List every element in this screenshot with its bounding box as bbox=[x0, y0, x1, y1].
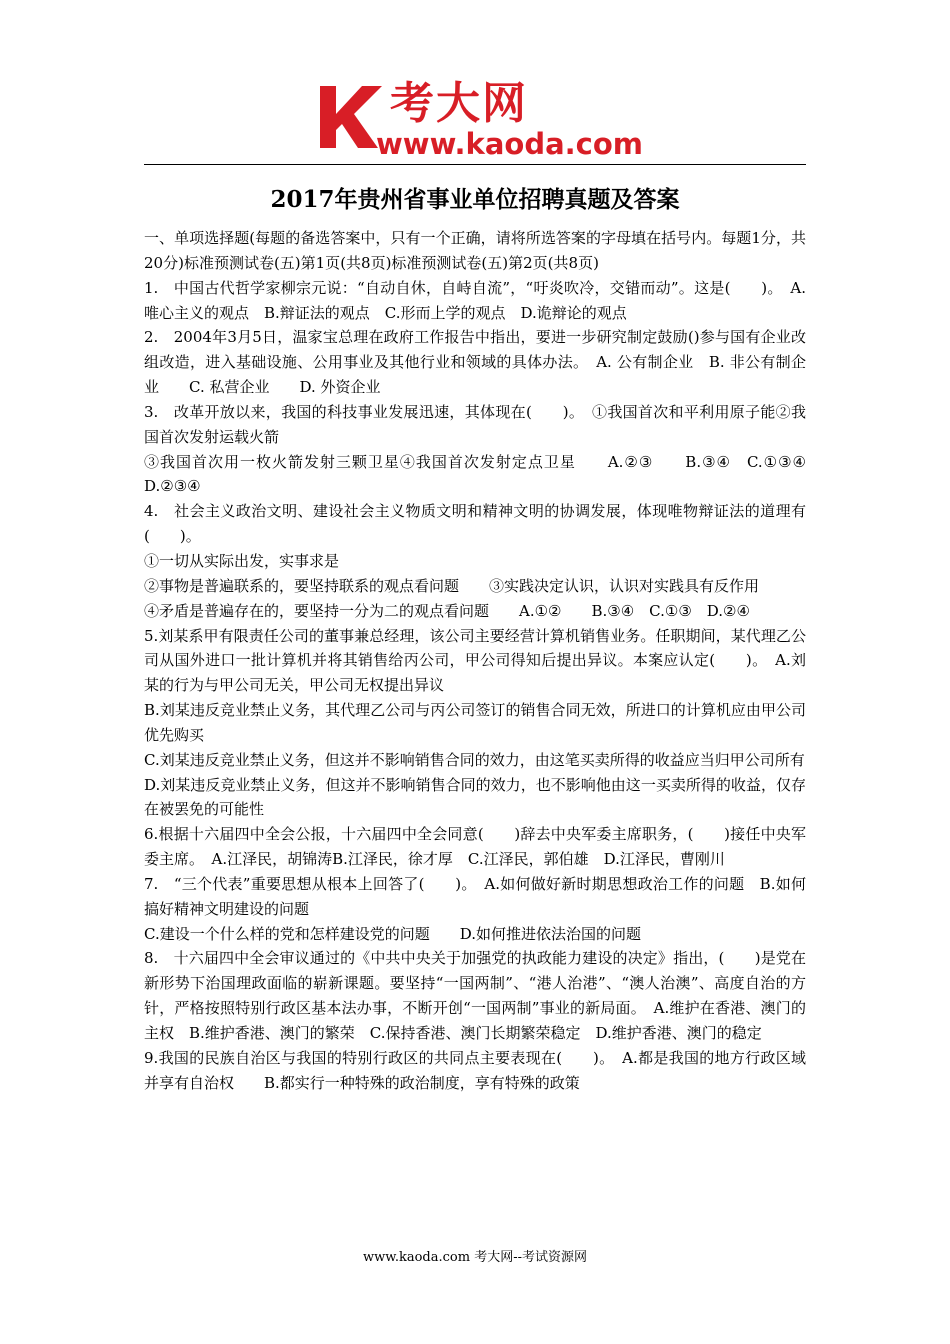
logo-url: www.kaoda.com bbox=[376, 127, 643, 161]
text-line: ②事物是普遍联系的，要坚持联系的观点看问题 ③实践决定认识，认识对实践具有反作用 bbox=[144, 576, 760, 595]
text-line: ④矛盾是普遍存在的，要坚持一分为二的观点看问题 A.①② B.③④ C.①③ D.②④ bbox=[144, 601, 750, 620]
kaoda-logo bbox=[318, 80, 648, 160]
logo-chinese-name: 考大网 bbox=[390, 78, 528, 129]
text-line: ③我国首次用一枚火箭发射三颗卫星④我国首次发射定点卫星 A.②③ B.③④ C.①③④ D.②③④ bbox=[144, 452, 822, 496]
question-7: 7. “三个代表”重要思想从根本上回答了( )。 A.如何做好新时期思想政治工作的问题 B.如何搞好精神文明建设的问题 bbox=[144, 874, 806, 918]
page-footer: www.kaoda.com 考大网--考试资源网 bbox=[363, 1250, 587, 1265]
question-1: 1. 中国古代哲学家柳宗元说：“自动自休，自峙自流”，“吁炎吹冷，交错而动”。这是( )。 A.唯心主义的观点 B.辩证法的观点 C.形而上学的观点 D.诡辩论的观点 bbox=[144, 278, 806, 322]
text-line: C.刘某违反竞业禁止义务，但这并不影响销售合同的效力，由这笔买卖所得的收益应当归甲公司所有 bbox=[144, 750, 805, 769]
text-line: ①一切从实际出发，实事求是 bbox=[144, 551, 340, 570]
text-line: B.刘某违反竞业禁止义务，其代理乙公司与丙公司签订的销售合同无效，所进口的计算机应由甲公司优先购买 bbox=[144, 701, 806, 744]
question-8: 8. 十六届四中全会审议通过的《中共中央关于加强党的执政能力建设的决定》指出，( )是党在新形势下治国理政面临的崭新课题。要坚持“一国两制”、“港人治港”、“澳人治澳”、高度自治的方针，严格按照特别行政区基本法办事，不断开创“一国两制”事业的新局面。 A.维护在香港、澳门的主权 B.维护香港、澳门的繁荣 C.保持香港、澳门长期繁荣稳定 D.维护香港、澳门的稳定 bbox=[144, 949, 806, 1042]
text-line: C.建设一个什么样的党和怎样建设党的问题 D.如何推进依法治国的问题 bbox=[144, 924, 641, 943]
header-divider bbox=[144, 164, 806, 165]
question-9: 9.我国的民族自治区与我国的特别行政区的共同点主要表现在( )。 A.都是我国的地方行政区域并享有自治权 B.都实行一种特殊的政治制度，享有特殊的政策 bbox=[144, 1048, 806, 1092]
question-2: 2. 2004年3月5日，温家宝总理在政府工作报告中指出，要进一步研究制定鼓励()参与国有企业改组改造，进入基础设施、公用事业及其他行业和领域的具体办法。 A. 公有制企业 B. 非公有制企业 C. 私营企业 D. 外资企业 bbox=[144, 328, 806, 397]
question-4: 4. 社会主义政治文明、建设社会主义物质文明和精神文明的协调发展，体现唯物辩证法的道理有( )。 bbox=[144, 502, 806, 546]
question-list bbox=[144, 226, 822, 1096]
question-6: 6.根据十六届四中全会公报，十六届四中全会同意( )辞去中央军委主席职务，( )接任中央军委主席。 A.江泽民，胡锦涛B.江泽民，徐才厚 C.江泽民，郭伯雄 D.江泽民，曹刚川 bbox=[144, 825, 806, 869]
text-line: D.刘某违反竞业禁止义务，但这并不影响销售合同的效力，也不影响他由这一买卖所得的收益，仅存在被罢免的可能性 bbox=[144, 775, 806, 819]
question-3: 3. 改革开放以来，我国的科技事业发展迅速，其体现在( )。 ①我国首次和平利用原子能②我国首次发射运载火箭 bbox=[144, 402, 806, 446]
question-5: 5.刘某系甲有限责任公司的董事兼总经理，该公司主要经营计算机销售业务。任职期间，某代理乙公司从国外进口一批计算机并将其销售给丙公司，甲公司得知后提出异议。本案应认定( )。 A.刘某的行为与甲公司无关，甲公司无权提出异议 bbox=[144, 626, 806, 695]
document-title: 2017年贵州省事业单位招聘真题及答案 bbox=[270, 186, 680, 213]
text-line: 一、单项选择题(每题的备选答案中，只有一个正确，请将所选答案的字母填在括号内。每题1分，共20分)标准预测试卷(五)第1页(共8页)标准预测试卷(五)第2页(共8页) bbox=[144, 229, 806, 272]
